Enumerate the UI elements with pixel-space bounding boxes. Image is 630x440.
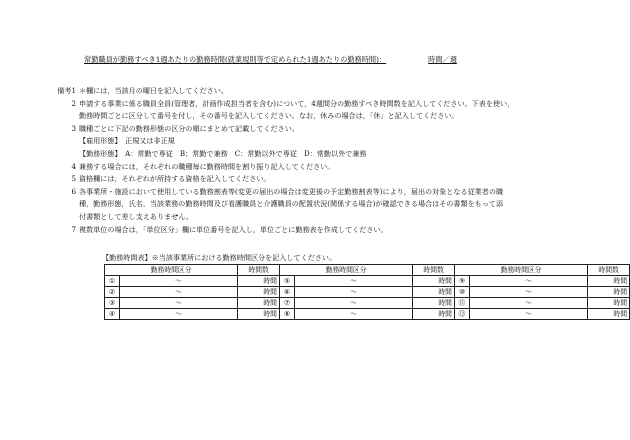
notes-section [50, 85, 610, 236]
note-line: ＊欄には，当該月の曜日を記入してください。 [79, 86, 228, 95]
note-number [50, 135, 79, 148]
note-number: 4 [71, 161, 76, 171]
hours-input-cell[interactable]: 時間 [238, 276, 280, 287]
range-input-cell[interactable]: 〜 [469, 287, 587, 298]
hours-input-cell[interactable]: 時間 [238, 309, 280, 320]
note-line: 各事業所・施設において使用している勤務割表等(変更の届出の場合は変更後の予定勤務割表等)により，届出の対象となる従業者の職 [79, 186, 504, 196]
note-text [79, 161, 610, 174]
note-item [50, 161, 610, 174]
hours-input-cell[interactable]: 時間 [588, 287, 630, 298]
note-line: 種，勤務形態，氏名，当該業務の勤務時間及び看護職員と介護職員の配置状況(関係する場合)が確認できる場合はその書類をもって添 [79, 199, 504, 209]
hours-input-cell[interactable]: 時間 [413, 287, 455, 298]
hours-input-cell[interactable]: 時間 [238, 287, 280, 298]
range-input-cell[interactable]: 〜 [294, 276, 412, 287]
range-input-cell[interactable]: 〜 [294, 309, 412, 320]
hours-table [104, 264, 630, 320]
note-line: 【雇用形態】 正規又は非正規 [79, 136, 175, 146]
note-number: 3 [71, 123, 76, 133]
table-row [105, 287, 630, 298]
note-text [79, 173, 610, 186]
note-number [50, 148, 79, 161]
range-input-cell[interactable]: 〜 [119, 309, 237, 320]
range-input-cell[interactable]: 〜 [469, 309, 587, 320]
note-line: 付書類として差し支えありません。 [79, 211, 193, 221]
range-number: ⑩ [454, 287, 469, 298]
note-text [79, 186, 610, 224]
note-item [50, 173, 610, 186]
range-number: ⑥ [279, 287, 294, 298]
range-input-cell[interactable]: 〜 [469, 276, 587, 287]
range-number: ② [105, 287, 120, 298]
note-item [50, 224, 610, 237]
hours-input-cell[interactable]: 時間 [588, 276, 630, 287]
weekly-hours-unit: 時間／週 [428, 55, 457, 64]
hours-input-cell[interactable]: 時間 [238, 298, 280, 309]
note-number: 2 [71, 98, 76, 108]
table-row [105, 276, 630, 287]
range-input-cell[interactable]: 〜 [294, 287, 412, 298]
range-input-cell[interactable]: 〜 [119, 276, 237, 287]
note-item [50, 123, 610, 136]
note-number: 6 [71, 186, 76, 196]
hours-input-cell[interactable]: 時間 [413, 309, 455, 320]
note-item [50, 148, 610, 161]
note-text [79, 135, 610, 148]
hours-table-header [105, 265, 630, 276]
note-item [50, 186, 610, 224]
col-header-hours: 時間数 [238, 265, 280, 276]
range-input-cell[interactable]: 〜 [294, 298, 412, 309]
note-text [79, 148, 610, 161]
note-text [79, 98, 610, 123]
hours-input-cell[interactable]: 時間 [413, 276, 455, 287]
range-number: ⑤ [279, 276, 294, 287]
range-number: ⑦ [279, 298, 294, 309]
note-line: 【勤務形態】 A：常勤で専従 B；常勤で兼務 C：常勤以外で専従 D：常勤以外で兼務 [79, 148, 367, 158]
range-input-cell[interactable]: 〜 [469, 298, 587, 309]
note-text [79, 85, 610, 98]
note-item [50, 85, 610, 98]
range-number: ⑧ [279, 309, 294, 320]
note-text [79, 123, 610, 136]
note-line: 資格欄には，それぞれが所持する資格を記入してください。 [79, 174, 271, 184]
col-header-range: 勤務時間区分 [105, 265, 238, 276]
range-input-cell[interactable]: 〜 [119, 287, 237, 298]
note-text [79, 224, 610, 237]
note-line: 兼務する場合には，それぞれの職種毎に勤務時間を割り振り記入してください。 [79, 161, 335, 171]
note-number: 5 [71, 174, 76, 184]
range-number: ① [105, 276, 120, 287]
note-item [50, 135, 610, 148]
col-header-hours: 時間数 [413, 265, 455, 276]
hours-input-cell[interactable]: 時間 [588, 309, 630, 320]
range-number: ⑨ [454, 276, 469, 287]
range-input-cell[interactable]: 〜 [119, 298, 237, 309]
hours-input-cell[interactable]: 時間 [588, 298, 630, 309]
table-row [105, 309, 630, 320]
weekly-hours-label: 常勤職員が勤務すべき1週あたりの勤務時間(就業規則等で定められた1週あたりの勤務時間)： [84, 55, 387, 64]
note-number: 備考1 [57, 86, 76, 95]
range-number: ④ [105, 309, 120, 320]
weekly-hours-line [84, 55, 457, 65]
col-header-range: 勤務時間区分 [279, 265, 412, 276]
note-line: 申請する事業に係る職員全員(管理者，計画作成担当者を含む)について，4週間分の勤務すべき時間数を記入してください。下表を使い， [79, 98, 515, 108]
note-number: 7 [71, 224, 76, 234]
range-number: ③ [105, 298, 120, 309]
hours-table-title: 【勤務時間表】※当該事業所における勤務時間区分を記入してください。 [102, 253, 337, 262]
note-line: 勤務時間ごとに区分して番号を付し，その番号を記入してください。なお，休みの場合は，「休」と記入してください。 [79, 111, 459, 121]
range-number: ⑫ [454, 309, 469, 320]
note-item [50, 98, 610, 123]
note-line: 職種ごとに下記の勤務形態の区分の順にまとめて記載してください。 [79, 123, 299, 133]
hours-input-cell[interactable]: 時間 [413, 298, 455, 309]
note-line: 複数単位の場合は，「単位区分」欄に単位番号を記入し，単位ごとに勤務表を作成してください。 [79, 224, 388, 234]
range-number: ⑪ [454, 298, 469, 309]
table-row [105, 298, 630, 309]
col-header-range: 勤務時間区分 [454, 265, 587, 276]
col-header-hours: 時間数 [588, 265, 630, 276]
